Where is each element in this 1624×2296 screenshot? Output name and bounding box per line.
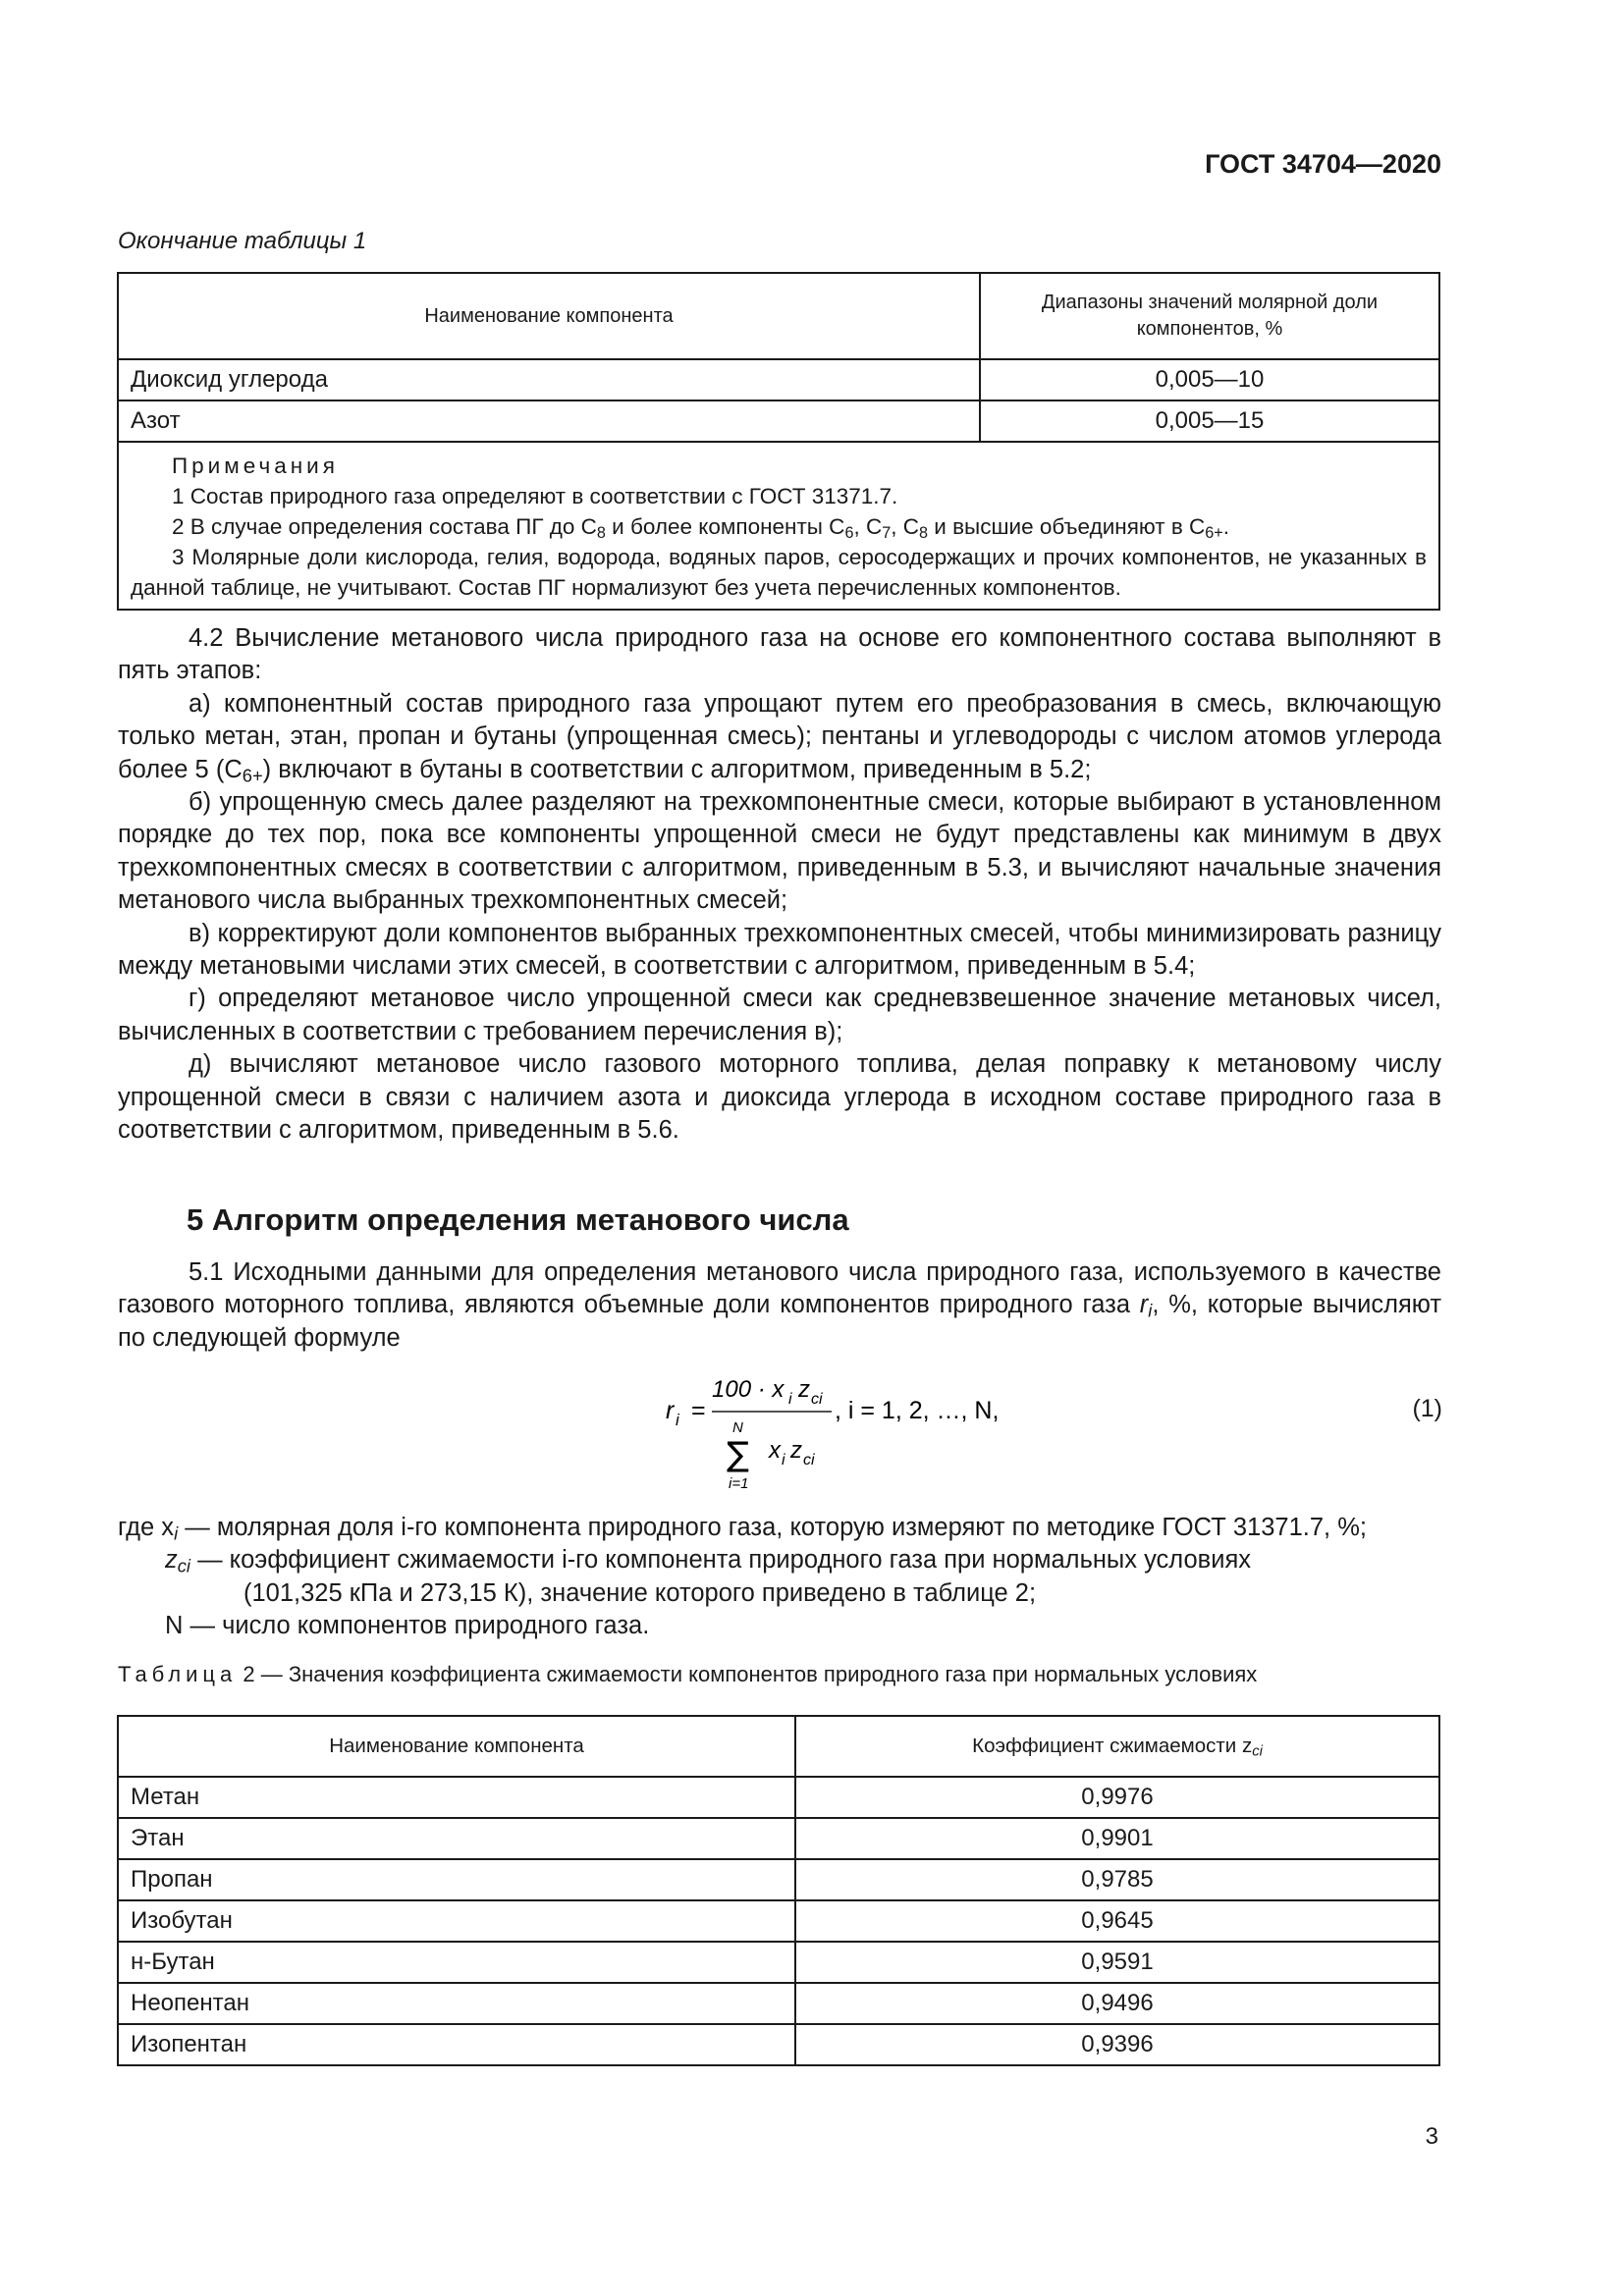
notes-title: Примечания [172,454,339,478]
table1-cell-name: Азот [118,400,980,442]
formula-number: (1) [1412,1395,1442,1422]
document-code: ГОСТ 34704—2020 [1205,149,1441,179]
table2-cell-name: Этан [118,1818,795,1859]
table2-cell-value: 0,9396 [795,2024,1439,2065]
formula-equals: = [691,1397,706,1424]
table2-compressibility [117,1715,1440,2066]
table1-cell-range: 0,005—10 [980,359,1439,400]
formula-den-sub-i: i [782,1452,785,1468]
table-row [118,1983,1439,2024]
formula-lhs-sub: i [676,1411,679,1429]
formula-den-z: z [790,1437,802,1464]
clause-4-2 [118,622,1441,1148]
table-row [118,2024,1439,2065]
page-number: 3 [1425,2123,1438,2150]
table-row [118,359,1439,400]
formula-range: , i = 1, 2, …, N, [835,1397,1000,1424]
note-3: 3 Молярные доли кислорода, гелия, водорода, водяных паров, серосодержащих и прочих компонентов, не указанных в данной таблице, не учитывают. Состав ПГ нормализуют без учета перечисленных компонентов. [131,545,1427,600]
table-row [118,1818,1439,1859]
definition-n: N — число компонентов природного газа. [165,1612,650,1640]
section-5-heading: 5 Алгоритм определения метанового числа [187,1202,849,1237]
clause-4-2-item-e: д) вычисляют метановое число газового моторного топлива, делая поправку к метановому числу упрощенной смеси в связи с наличием азота и диоксида углерода в исходном составе природного газа в соответствии с алгоритмом, приведенным в 5.6. [118,1050,1441,1145]
clause-4-2-item-a: а) компонентный состав природного газа упрощают путем его преобразования в смесь, включающую только метан, этан, пропан и бутаны (упрощенная смесь); пентаны и углеводороды с числом атомов углерода более 5 $(C_{6+})$ включают в бутаны в соответствии с алгоритмом, приведенным в 5.2; [118,689,1441,786]
table1-notes [118,442,1439,610]
table2-cell-name: Неопентан [118,1983,795,2024]
note-2: 2 В случае определения состава ПГ до $C_8$ и более компоненты $C_6$, $C_7$, $C_8$ и высшие объединяют в $C_{6+}$. [172,514,1230,543]
formula-den-x: x [769,1437,781,1464]
formula-sum-bottom: i=1 [729,1475,749,1492]
clause-4-2-intro: 4.2 Вычисление метанового числа природного газа на основе его компонентного состава выполняют в пять этапов: [118,624,1441,685]
table1-header-row [118,273,1439,359]
table2-cell-value: 0,9901 [795,1818,1439,1859]
table1-col-component: Наименование компонента [118,273,980,359]
table2-cell-value: 0,9591 [795,1942,1439,1983]
table2-col-component: Наименование компонента [118,1716,795,1777]
formula-num-sub-ci: ci [811,1391,823,1408]
table2-cell-name: Изобутан [118,1900,795,1942]
table2-caption: Таблица 2 — Значения коэффициента сжимаемости компонентов природного газа при нормальных условиях [118,1662,1258,1686]
formula-numerator: 100 · x [712,1376,785,1403]
table1-cell-range: 0,005—15 [980,400,1439,442]
clause-4-2-item-b: б) упрощенную смесь далее разделяют на трехкомпонентные смеси, которые выбирают в установленном порядке до тех пор, пока все компоненты упрощенной смеси не будут представлены как минимум в двух трехкомпонентных смесях в соответствии с алгоритмом, приведенным в 5.3, и вычисляют начальные значения метанового числа выбранных трехкомпонентных смесей; [118,788,1441,915]
table1-components-ranges [117,272,1440,611]
table-row [118,1859,1439,1900]
table2-cell-name: Пропан [118,1859,795,1900]
formula-lhs: r [666,1397,675,1424]
definition-z-continued: (101,325 кПа и 273,15 К), значение которого приведено в таблице 2; [244,1578,1037,1607]
clause-5-1 [118,1256,1441,1355]
sigma-icon: ∑ [727,1435,749,1474]
table2-cell-value: 0,9785 [795,1859,1439,1900]
table-row [118,1900,1439,1942]
table2-cell-name: Метан [118,1777,795,1818]
table2-cell-value: 0,9645 [795,1900,1439,1942]
table2-col-coef: Коэффициент сжимаемости $z_{ci}$ [795,1716,1439,1777]
table1-col-range: Диапазоны значений молярной доли компонентов, % [980,273,1439,359]
table-row [118,1942,1439,1983]
formula-num-sub-i: i [788,1391,792,1408]
formula-definitions [118,1512,1441,1643]
table2-cell-value: 0,9496 [795,1983,1439,2024]
table-row [118,1777,1439,1818]
table2-cell-value: 0,9976 [795,1777,1439,1818]
table-row [118,400,1439,442]
table1-cell-name: Диоксид углерода [118,359,980,400]
formula-num-z: z [798,1376,810,1403]
definition-x: где $x_i$ — молярная доля i-го компонента природного газа, которую измеряют по методике ГОСТ 31371.7, %; [118,1514,1367,1544]
table2-cell-name: н-Бутан [118,1942,795,1983]
formula-1 [658,1367,1051,1515]
definition-z: $z_{ci}$ — коэффициент сжимаемости i-го компонента природного газа при нормальных условиях [165,1546,1252,1576]
clause-5-1-text: 5.1 Исходными данными для определения метанового числа природного газа, используемого в качестве газового моторного топлива, являются объемные доли компонентов природного газа $r_i$, %, которые вычисляют по следующей формуле [118,1258,1442,1352]
clause-4-2-item-d: г) определяют метановое число упрощенной смеси как средневзвешенное значение метановых чисел, вычисленных в соответствии с требованием перечисления в); [118,985,1441,1045]
formula-sum-top: N [732,1419,743,1436]
table1-continuation-caption: Окончание таблицы 1 [118,228,367,254]
table1-notes-row [118,442,1439,610]
formula-den-sub-ci: ci [803,1452,815,1468]
clause-4-2-item-c: в) корректируют доли компонентов выбранных трехкомпонентных смесей, чтобы минимизировать разницу между метановыми числами этих смесей, в соответствии с алгоритмом, приведенным в 5.4; [118,919,1441,981]
note-1: 1 Состав природного газа определяют в соответствии с ГОСТ 31371.7. [172,484,898,508]
table2-cell-name: Изопентан [118,2024,795,2065]
table2-header-row [118,1716,1439,1777]
